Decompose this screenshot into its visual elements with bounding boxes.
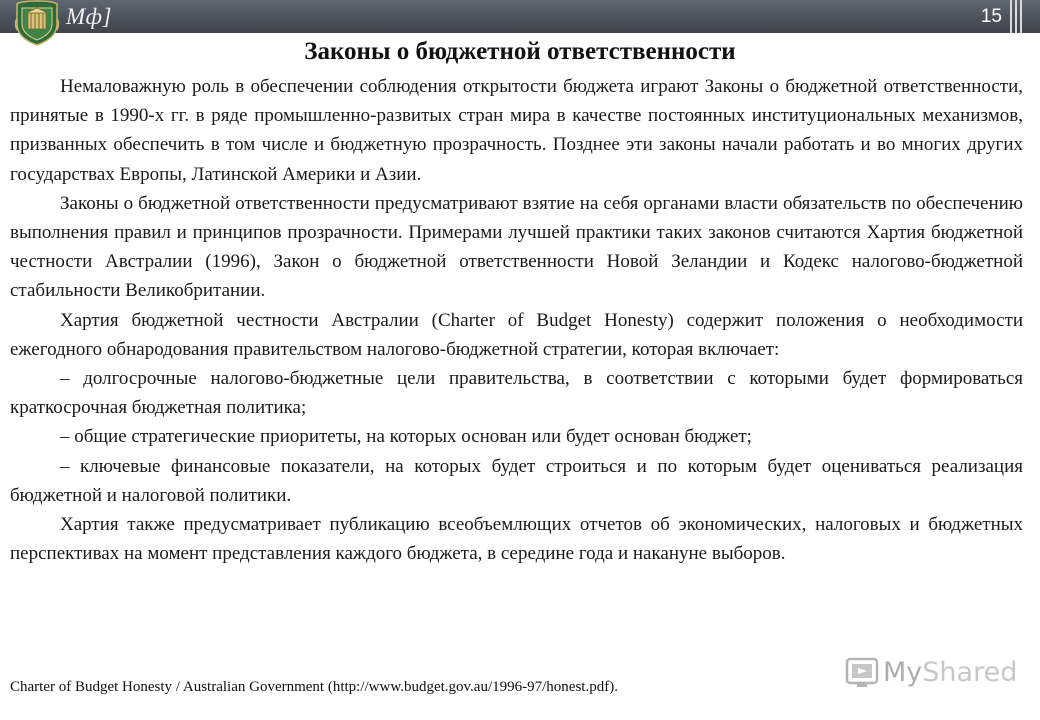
- slide-body: [10, 72, 1023, 568]
- myshared-icon: [845, 655, 879, 689]
- page-number: 15: [980, 6, 1002, 27]
- slide-title: Законы о бюджетной ответственности: [304, 38, 736, 65]
- wordmark-shared: Shared: [922, 657, 1018, 688]
- wordmark-my: My: [883, 657, 923, 688]
- myshared-wordmark: [883, 655, 1017, 691]
- paragraph-charter: Хартия бюджетной честности Австралии (Charter of Budget Honesty) содержит положения о необходимости ежегодного обнародования правительством налогово-бюджетной стратегии, которая включает:: [10, 309, 1023, 360]
- header-bar: [0, 0, 1040, 33]
- bullet-key-indicators: – ключевые финансовые показатели, на которых будет строиться и по которым будет оцениваться реализация бюджетной и налоговой политики.: [10, 455, 1023, 506]
- paragraph-laws: Законы о бюджетной ответственности предусматривают взятие на себя органами власти обязательств по обеспечению выполнения правил и принципов прозрачности. Примерами лучшей практики таких законов считаются Хартия бюджетной честности Австралии (1996), Закон о бюджетной ответственности Новой Зеландии и Кодекс налогово-бюджетной стабильности Великобритании.: [10, 192, 1023, 302]
- source-citation: Charter of Budget Honesty / Australian Government (http://www.budget.gov.au/1996-97/honest.pdf).: [10, 679, 618, 695]
- bullet-strategic-priorities: – общие стратегические приоритеты, на которых основан или будет основан бюджет;: [60, 426, 752, 448]
- bullet-long-term-goals: – долгосрочные налогово-бюджетные цели правительства, в соответствии с которыми будет формироваться краткосрочная бюджетная политика;: [10, 368, 1023, 419]
- header-stripes: [1010, 0, 1024, 33]
- paragraph-intro: Немаловажную роль в обеспечении соблюдения открытости бюджета играют Законы о бюджетной ответственности, принятые в 1990-х гг. в ряде промышленно-развитых стран мира в качестве постоянных институциональных механизмов, призванных обеспечить в том числе и бюджетную прозрачность. Позднее эти законы начали работать и во многих других государствах Европы, Латинской Америки и Азии.: [10, 76, 1023, 185]
- paragraph-reports: Хартия также предусматривает публикацию всеобъемлющих отчетов об экономических, налоговых и бюджетных перспективах на момент представления каждого бюджета, в середине года и накануне выборов.: [10, 514, 1023, 565]
- myshared-watermark: [845, 653, 1018, 693]
- logo-text: Мф]: [66, 4, 112, 29]
